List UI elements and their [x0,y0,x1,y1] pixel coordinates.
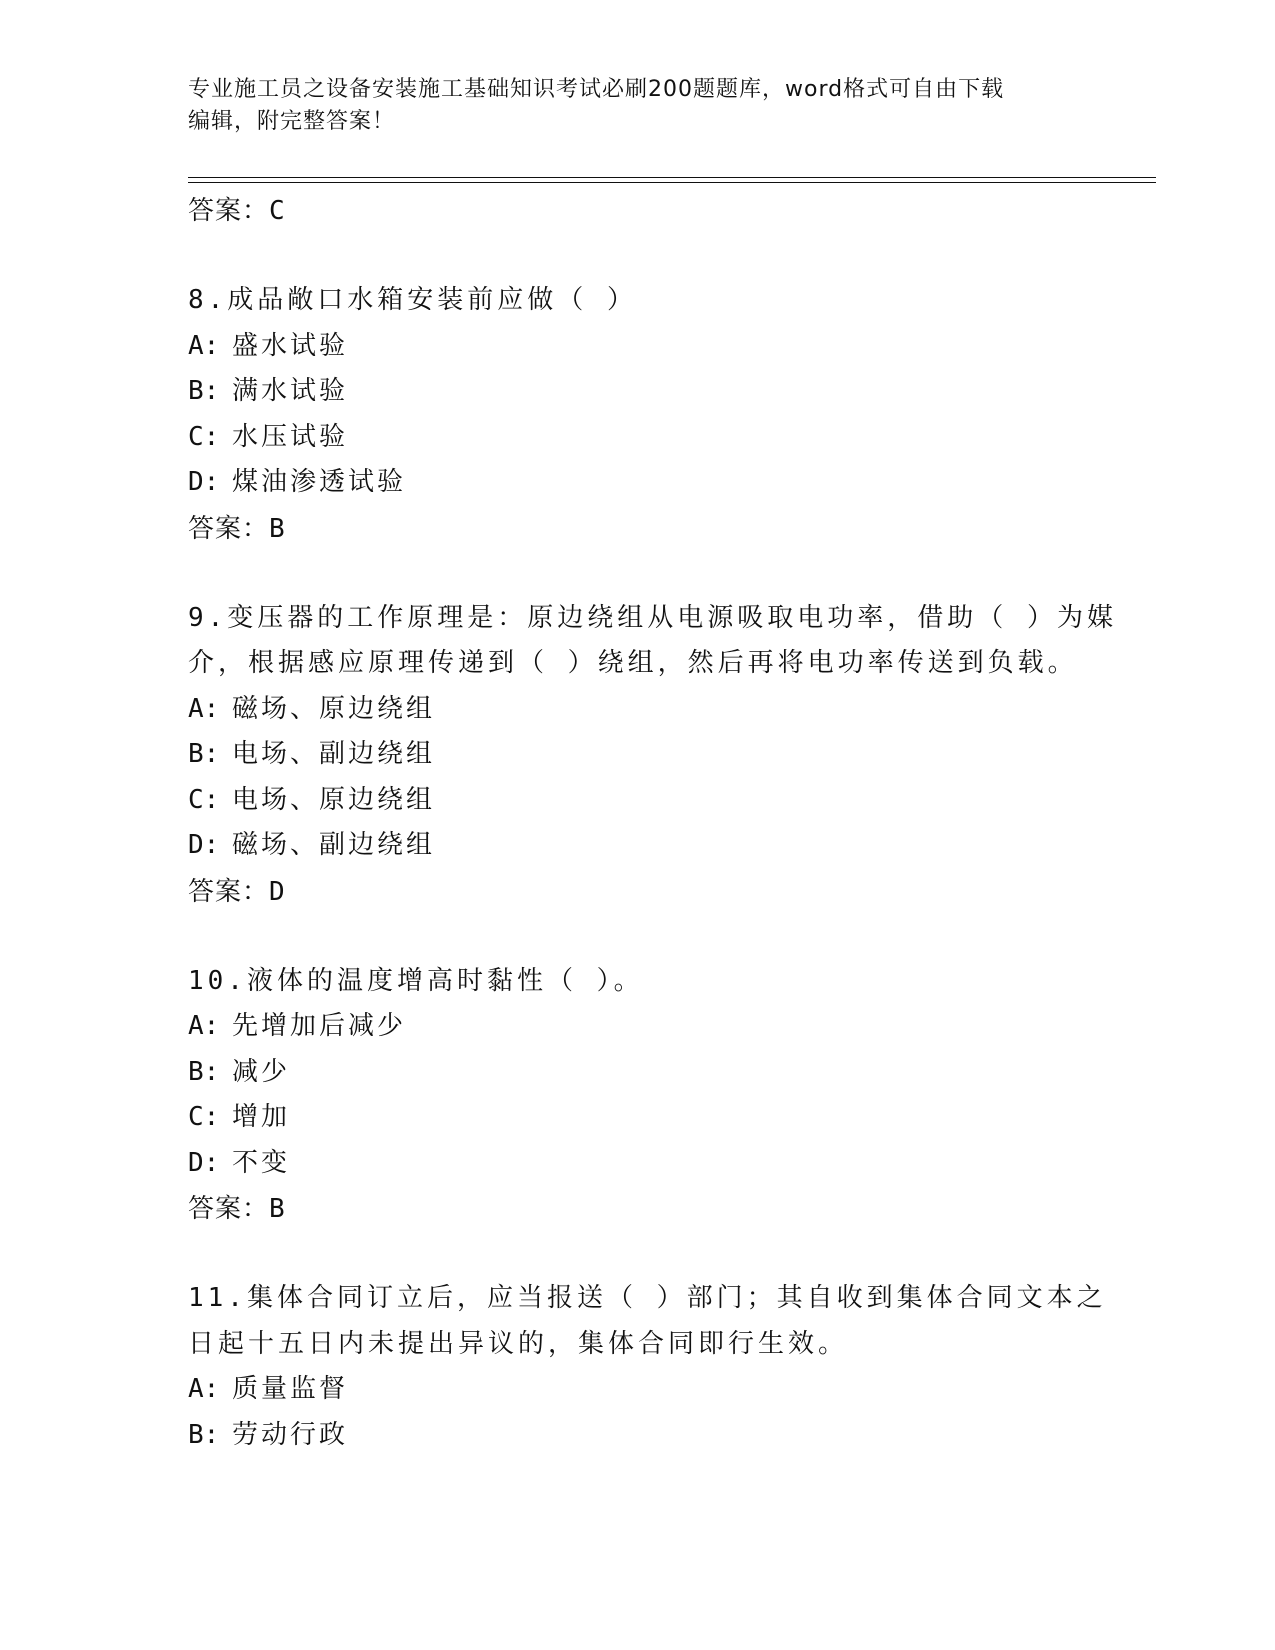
answer-label: 答案： [188,196,270,226]
spacer [188,552,1088,596]
header-divider-bottom [188,182,1156,183]
answer-line [188,869,1088,915]
option-c [188,415,1088,461]
option-c [188,778,1088,824]
option-text: 电场、副边绕组 [232,739,436,769]
option-key: D: [188,1147,220,1178]
option-key: C: [188,421,220,452]
document-header [188,74,1088,138]
option-d [188,1141,1088,1187]
option-key: B: [188,1419,220,1450]
option-text: 劳动行政 [232,1419,349,1450]
option-d [188,823,1088,869]
spacer [188,1232,1088,1276]
question-block [188,1276,1107,1458]
answer-value: D [269,876,286,907]
option-b [188,369,1088,415]
question-text: 9.变压器的工作原理是：原边绕组从电源吸取电功率，借助（ ）为媒 [188,602,1117,633]
option-key: A: [188,693,220,724]
question-block [188,596,1117,915]
option-text: 水压试验 [232,421,349,452]
option-key: A: [188,1374,220,1404]
option-key: B: [188,376,220,406]
option-text: 磁场、副边绕组 [232,830,436,860]
spacer [188,234,1088,278]
option-c [188,1095,1088,1141]
option-b [188,732,1088,778]
answer-label: 答案： [188,1194,270,1224]
option-text: 盛水试验 [232,330,349,361]
header-title-line-2: 编辑，附完整答案！ [188,109,396,134]
option-text: 不变 [232,1147,291,1178]
option-a [188,324,1088,370]
answer-value: C [269,196,286,226]
option-key: D: [188,830,220,860]
question-text-continued: 介，根据感应原理传递到（ ）绕组，然后再将电功率传送到负载。 [188,648,1078,678]
option-key: D: [188,467,220,497]
question-text: 8.成品敞口水箱安装前应做（ ） [188,285,637,315]
header-divider-top [188,177,1156,178]
question-block [188,959,1088,1233]
answer-value: B [269,513,286,544]
option-text: 先增加后减少 [232,1011,407,1041]
question-text: 10.液体的温度增高时黏性（ ）。 [188,965,644,996]
option-key: C: [188,784,220,815]
answer-line [188,506,1088,552]
option-text: 煤油渗透试验 [232,467,407,497]
question-block [188,278,1088,552]
answer-line [188,1186,1088,1232]
option-text: 减少 [232,1056,291,1087]
spacer [188,915,1088,959]
option-key: A: [188,1011,220,1041]
question-list [188,188,1117,1458]
option-text: 电场、原边绕组 [232,784,436,815]
option-text: 质量监督 [232,1374,349,1404]
option-key: B: [188,1056,220,1087]
option-text: 满水试验 [232,376,349,406]
answer-label: 答案： [188,513,270,544]
option-b [188,1050,1088,1096]
option-a [188,1367,1088,1413]
question-text: 11.集体合同订立后，应当报送（ ）部门；其自收到集体合同文本之 [188,1283,1107,1313]
header-title-line-1: 专业施工员之设备安装施工基础知识考试必刷200题题库，word格式可自由下载 [188,77,1005,102]
answer-label: 答案： [188,876,270,907]
question-text-continued: 日起十五日内未提出异议的，集体合同即行生效。 [188,1328,849,1359]
option-b [188,1413,1088,1459]
answer-line [188,188,1088,234]
option-text: 增加 [232,1102,291,1132]
option-a [188,687,1088,733]
option-a [188,1004,1088,1050]
option-text: 磁场、原边绕组 [232,693,436,724]
option-key: A: [188,330,220,361]
answer-value: B [269,1194,286,1224]
option-key: C: [188,1102,220,1132]
option-d [188,460,1088,506]
option-key: B: [188,739,220,769]
